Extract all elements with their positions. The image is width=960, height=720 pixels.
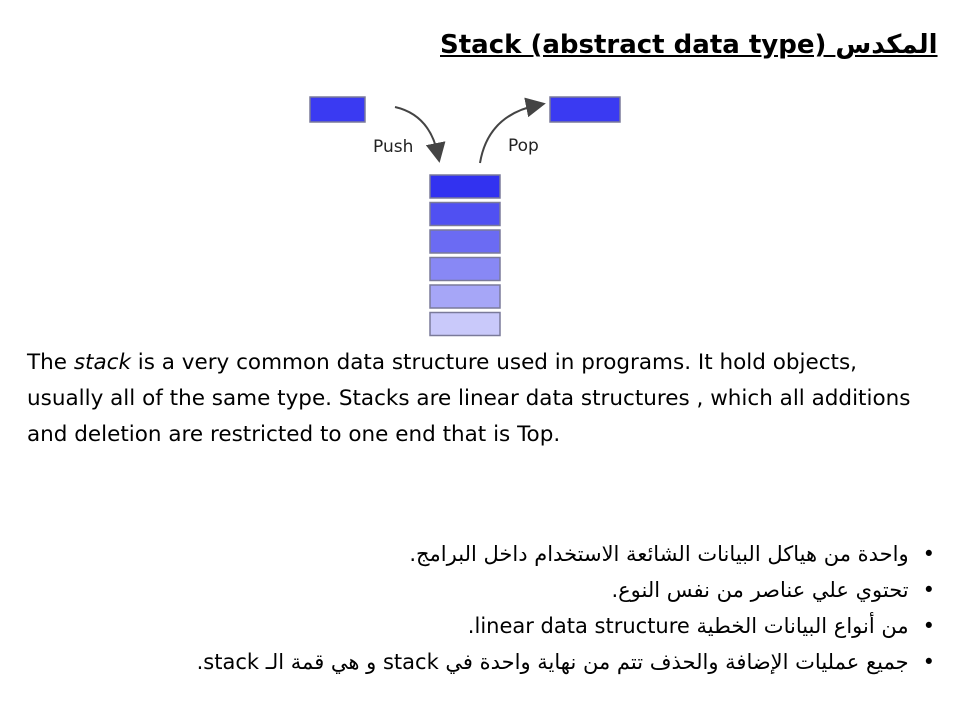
pop-item-block	[550, 97, 620, 122]
paragraph-prefix: The	[27, 350, 74, 375]
push-label: Push	[373, 137, 414, 157]
paragraph-suffix: is a very common data structure used in programs. It hold objects, usually all of the same type. Stacks are linear data structures , which all additions and deletion are restricted to one end that is Top.	[27, 350, 911, 447]
bullet-text: من أنواع البيانات الخطية linear data structure.	[467, 614, 909, 638]
bullet-text: تحتوي علي عناصر من نفس النوع.	[611, 578, 909, 602]
pop-label: Pop	[508, 136, 539, 156]
list-item	[30, 572, 935, 608]
bullet-text: جميع عمليات الإضافة والحذف تتم من نهاية واحدة في stack و هي قمة الـ stack.	[196, 650, 909, 674]
bullet-icon: •	[922, 650, 935, 674]
stack-level-block	[430, 285, 500, 308]
slide-title: Stack (abstract data type) المكدس	[440, 30, 938, 60]
list-item	[30, 644, 935, 680]
stack-level-block	[430, 313, 500, 336]
list-item	[30, 536, 935, 572]
stack-level-block	[430, 230, 500, 253]
push-item-block	[310, 97, 365, 122]
list-item	[30, 608, 935, 644]
bullet-icon: •	[922, 578, 935, 602]
stack-levels	[430, 175, 500, 336]
bullet-icon: •	[922, 542, 935, 566]
arabic-bullet-list	[30, 536, 935, 680]
stack-level-block	[430, 203, 500, 226]
paragraph-emphasis: stack	[73, 350, 131, 375]
stack-diagram	[300, 85, 640, 340]
bullet-text: واحدة من هياكل البيانات الشائعة الاستخدام داخل البرامج.	[409, 542, 909, 566]
description-paragraph	[27, 345, 932, 453]
bullet-icon: •	[922, 614, 935, 638]
stack-level-block	[430, 175, 500, 198]
stack-level-block	[430, 258, 500, 281]
